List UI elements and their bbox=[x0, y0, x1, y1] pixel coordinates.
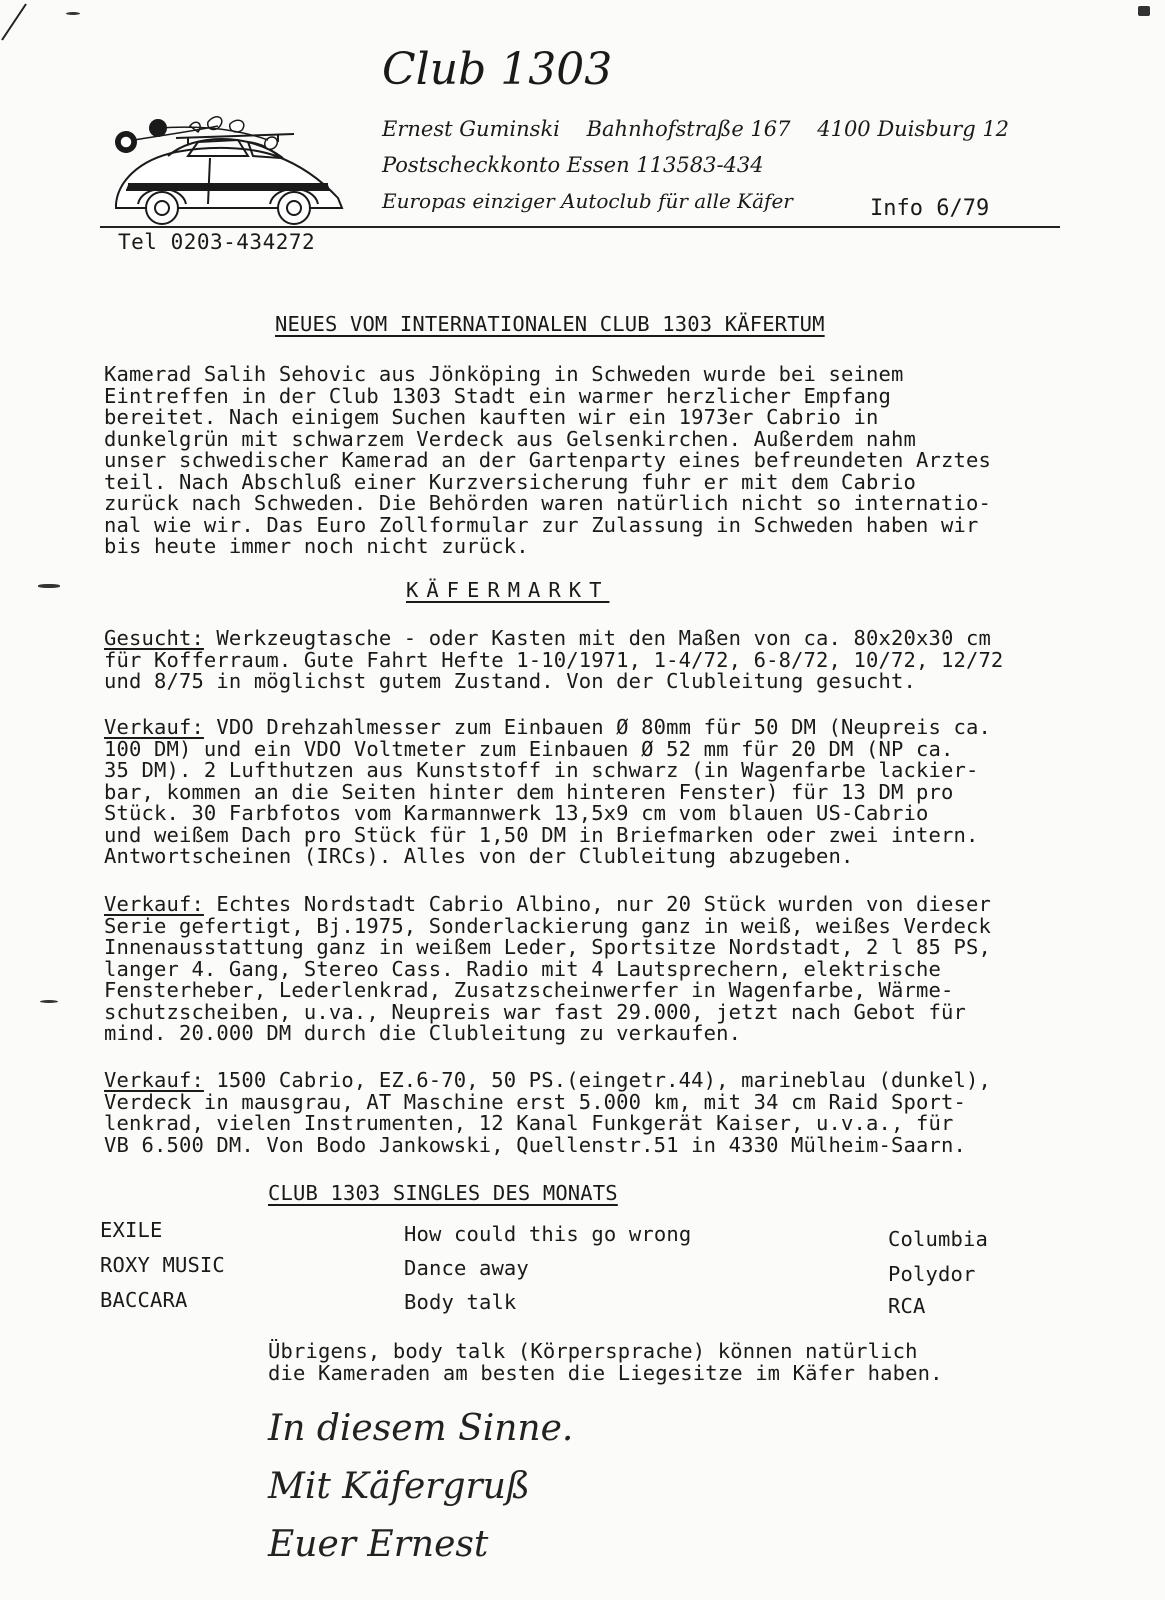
ad-text: 1500 Cabrio, EZ.6-70, 50 PS.(eingetr.44), marineblau (dunkel), Verdeck in mausgrau, AT Maschine erst 5.000 km, mit 34 cm Raid Sport- lenkrad, vielen Instrumenten, 12 Kanal Funkgerät Kaiser, u.v.a., für VB 6.500 DM. Von Bodo Jankowski, Quellenstr.51 in 4330 Mülheim-Saarn. bbox=[104, 1068, 991, 1157]
ad-wanted bbox=[104, 628, 1003, 693]
news-paragraph: Kamerad Salih Sehovic aus Jönköping in Schweden wurde bei seinem Eintreffen in der Club 1303 Stadt ein warmer herzlicher Empfang bereitet. Nach einigem Suchen kauften wir ein 1973er Cabrio in dunkelgrün mit schwarzem Verdeck aus Gelsenkirchen. Außerdem nahm unser schwedischer Kamerad an der Gartenparty eines befreundeten Arztes teil. Nach Abschluß einer Kurzversicherung fuhr er mit dem Cabrio zurück nach Schweden. Die Behörden waren natürlich nicht so internatio- nal wie wir. Das Euro Zollformular zur Zulassung in Schweden haben wir bis heute immer noch nicht zurück. bbox=[104, 362, 991, 558]
closing-note: Übrigens, body talk (Körpersprache) können natürlich die Kameraden am besten die Liegesitze im Käfer haben. bbox=[268, 1339, 943, 1385]
single-label: Polydor bbox=[888, 1262, 976, 1286]
bank-account-line: Postscheckkonto Essen 113583-434 bbox=[382, 153, 764, 177]
address-line: Ernest Guminski Bahnhofstraße 167 4100 Duisburg 12 bbox=[382, 117, 1010, 141]
beetle-with-roses-logo bbox=[98, 112, 354, 230]
handwritten-signature: In diesem Sinne. Mit Käfergruß Euer Ernest bbox=[268, 1408, 574, 1565]
issue-info: Info 6/79 bbox=[870, 196, 990, 221]
ad-sale-instruments bbox=[104, 717, 991, 868]
single-label: RCA bbox=[888, 1294, 926, 1318]
single-artist: ROXY MUSIC bbox=[100, 1253, 225, 1277]
scan-mark bbox=[1138, 6, 1150, 16]
single-title: How could this go wrong bbox=[404, 1222, 692, 1246]
news-heading: NEUES VOM INTERNATIONALEN CLUB 1303 KÄFERTUM bbox=[275, 312, 825, 336]
market-heading: KÄFERMARKT bbox=[406, 578, 610, 602]
ad-label: Verkauf: bbox=[104, 715, 204, 739]
club-title: Club 1303 bbox=[382, 44, 613, 95]
single-title: Dance away bbox=[404, 1256, 529, 1280]
single-label: Columbia bbox=[888, 1227, 988, 1251]
ad-sale-1500-cabrio bbox=[104, 1070, 991, 1156]
phone-number: Tel 0203-434272 bbox=[118, 230, 316, 254]
scan-mark bbox=[40, 1000, 58, 1003]
single-artist: EXILE bbox=[100, 1218, 163, 1242]
scan-mark bbox=[66, 12, 80, 15]
ad-text: Werkzeugtasche - oder Kasten mit den Maßen von ca. 80x20x30 cm für Kofferraum. Gute Fahrt Hefte 1-10/1971, 1-4/72, 6-8/72, 10/72, 12/72 und 8/75 in möglichst gutem Zustand. Von der Clubleitung gesucht. bbox=[104, 626, 1004, 693]
slogan-line: Europas einziger Autoclub für alle Käfer bbox=[382, 189, 793, 213]
singles-heading: CLUB 1303 SINGLES DES MONATS bbox=[268, 1181, 618, 1205]
single-title: Body talk bbox=[404, 1290, 517, 1314]
single-artist: BACCARA bbox=[100, 1288, 188, 1312]
ad-text: Echtes Nordstadt Cabrio Albino, nur 20 Stück wurden von dieser Serie gefertigt, Bj.1975, Sonderlackierung ganz in weiß, weißes Verdeck Innenausstattung ganz in weißem Leder, Sportsitze Nordstadt, 2 l 85 PS, langer 4. Gang, Stereo Cass. Radio mit 4 Lautsprechern, elektrische Fensterheber, Lederlenkrad, Zusatzscheinwerfer in Wagenfarbe, Wärme- schutzscheiben, u.va., Neupreis war fast 29.000, jetzt nach Gebot für mind. 20.000 DM durch die Clubleitung zu verkaufen. bbox=[104, 892, 991, 1045]
ad-sale-nordstadt-cabrio bbox=[104, 894, 991, 1045]
corner-mark bbox=[0, 0, 60, 60]
ad-label: Verkauf: bbox=[104, 1068, 204, 1092]
ad-label: Verkauf: bbox=[104, 892, 204, 916]
ad-text: VDO Drehzahlmesser zum Einbauen Ø 80mm für 50 DM (Neupreis ca. 100 DM) und ein VDO Voltmeter zum Einbauen Ø 52 mm für 20 DM (NP ca. 35 DM). 2 Lufthutzen aus Kunststoff in schwarz (in Wagenfarbe lackier- bar, kommen an die Seiten hinter dem hinteren Fenster) für 13 DM pro Stück. 30 Farbfotos vom Karmannwerk 13,5x9 cm vom blauen US-Cabrio und weißem Dach pro Stück für 1,50 DM in Briefmarken oder zwei intern. Antwortscheinen (IRCs). Alles von der Clubleitung abzugeben. bbox=[104, 715, 991, 868]
ad-label: Gesucht: bbox=[104, 626, 204, 650]
scan-mark bbox=[38, 584, 60, 588]
